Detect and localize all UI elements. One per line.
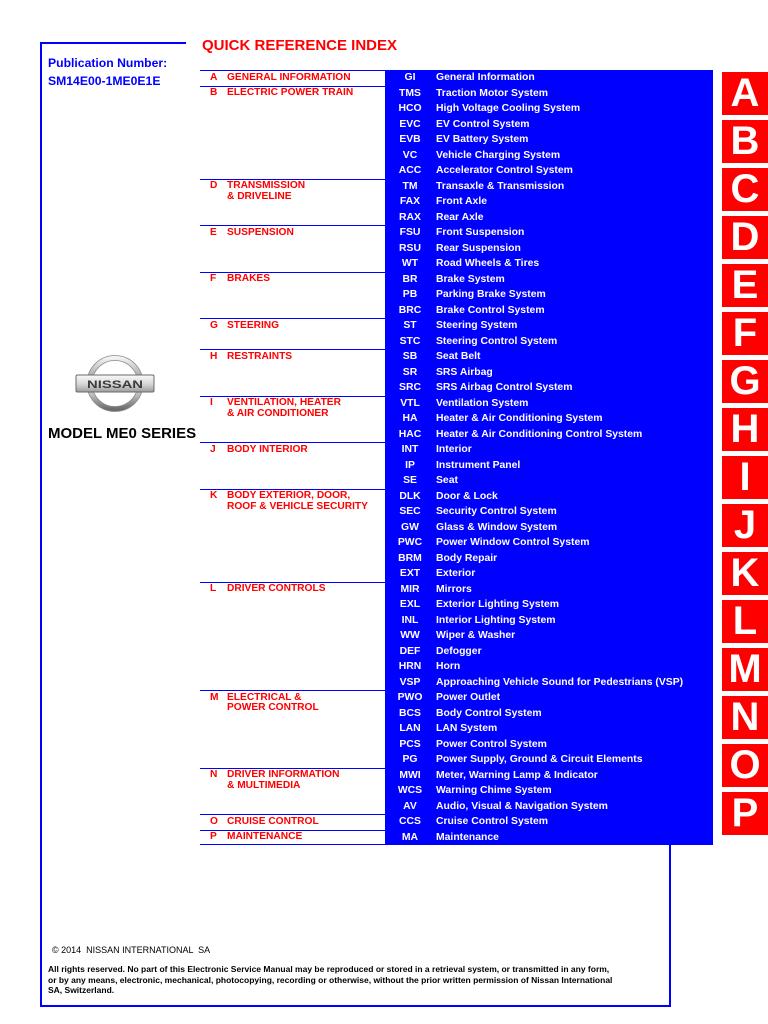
index-item-evc[interactable] — [385, 117, 713, 133]
index-item-pwc[interactable] — [385, 535, 713, 551]
tab-e[interactable]: E — [722, 264, 768, 307]
item-name: Wiper & Washer — [436, 630, 516, 641]
item-code: SR — [402, 366, 418, 378]
section-o — [200, 814, 713, 830]
section-p — [200, 830, 713, 846]
section-title-line: BODY EXTERIOR, DOOR, — [227, 490, 351, 501]
section-title-line: VENTILATION, HEATER — [227, 397, 341, 408]
section-letter: I — [210, 397, 213, 408]
index-item-dlk[interactable] — [385, 489, 713, 505]
section-letter: E — [210, 226, 217, 238]
index-item-vtl[interactable] — [385, 396, 713, 412]
index-item-gw[interactable] — [385, 520, 713, 536]
section-d — [200, 179, 713, 226]
tab-b[interactable]: B — [722, 120, 768, 163]
item-name: Power Outlet — [436, 692, 501, 703]
index-item-br[interactable] — [385, 272, 713, 288]
index-item-hco[interactable] — [385, 101, 713, 117]
section-title — [227, 770, 339, 814]
index-item-rsu[interactable] — [385, 241, 713, 257]
tab-a[interactable]: A — [722, 72, 768, 115]
item-name: Transaxle & Transmission — [436, 180, 565, 192]
index-item-sr[interactable] — [385, 365, 713, 381]
item-name: Audio, Visual & Navigation System — [436, 800, 608, 812]
section-title — [227, 693, 319, 768]
section-title — [227, 228, 294, 272]
section-letter: F — [210, 273, 217, 284]
publication-number: SM14E00-1ME0E1E — [48, 74, 161, 88]
item-name: Warning Chime System — [436, 785, 552, 796]
section-title — [227, 398, 341, 442]
section-title-line: ELECTRIC POWER TRAIN — [227, 87, 354, 98]
section-items — [385, 814, 713, 830]
item-name: Power Supply, Ground & Circuit Elements — [436, 754, 643, 765]
section-items — [385, 272, 713, 319]
item-name: Body Control System — [436, 707, 542, 719]
item-name: Approaching Vehicle Sound for Pedestrians (VSP) — [436, 676, 684, 688]
item-name: Body Repair — [436, 552, 498, 564]
index-item-sb[interactable] — [385, 349, 713, 365]
index-item-pcs[interactable] — [385, 737, 713, 753]
item-code: INL — [401, 614, 419, 626]
section-label — [200, 814, 385, 830]
item-code: ACC — [398, 165, 422, 176]
section-title-line: ROOF & VEHICLE SECURITY — [227, 500, 368, 512]
item-code: RAX — [399, 211, 421, 223]
section-tab-strip — [722, 72, 768, 840]
index-item-ha[interactable] — [385, 411, 713, 427]
section-letter: G — [210, 319, 218, 331]
index-item-tms[interactable] — [385, 86, 713, 102]
section-title-line: POWER CONTROL — [227, 702, 319, 714]
section-label — [200, 690, 385, 768]
item-code: HRN — [398, 661, 422, 672]
item-name: Horn — [436, 661, 461, 672]
section-i — [200, 396, 713, 443]
item-name: EV Control System — [436, 118, 530, 130]
item-name: Brake Control System — [436, 304, 545, 316]
item-name: Rear Axle — [436, 211, 484, 223]
item-name: Glass & Window System — [436, 521, 558, 533]
section-title — [227, 274, 270, 318]
tab-k[interactable]: K — [722, 552, 768, 595]
index-item-vsp[interactable] — [385, 675, 713, 691]
item-code: PWO — [397, 692, 423, 703]
tab-j[interactable]: J — [722, 504, 768, 547]
section-letter: H — [210, 350, 218, 362]
rights-line: All rights reserved. No part of this Electronic Service Manual may be reproduced or stored in a retrieval system, or transmitted in any form, — [48, 964, 610, 974]
section-title — [227, 584, 325, 690]
item-code: IP — [405, 459, 415, 471]
index-item-tm[interactable] — [385, 179, 713, 195]
tab-p[interactable]: P — [722, 792, 768, 835]
item-code: HA — [402, 413, 418, 424]
section-title — [227, 832, 302, 844]
index-item-brc[interactable] — [385, 303, 713, 319]
tab-g[interactable]: G — [722, 360, 768, 403]
item-code: GI — [404, 72, 416, 83]
section-title-line: CRUISE CONTROL — [227, 815, 319, 827]
index-item-hac[interactable] — [385, 427, 713, 443]
section-items — [385, 830, 713, 846]
item-code: SEC — [399, 506, 421, 517]
item-code: MWI — [399, 769, 421, 781]
section-label — [200, 179, 385, 226]
index-item-vc[interactable] — [385, 148, 713, 164]
item-code: BR — [402, 273, 418, 285]
item-name: Heater & Air Conditioning Control System — [436, 428, 643, 440]
section-title-line: TRANSMISSION — [227, 180, 306, 191]
index-item-stc[interactable] — [385, 334, 713, 350]
index-item-lan[interactable] — [385, 721, 713, 737]
section-title — [227, 491, 368, 582]
section-title — [227, 73, 351, 86]
item-code: EVB — [399, 134, 421, 145]
frame-line-top — [40, 42, 186, 44]
item-code: ST — [403, 320, 417, 331]
index-item-pb[interactable] — [385, 287, 713, 303]
section-b — [200, 86, 713, 179]
section-items — [385, 179, 713, 226]
section-label — [200, 272, 385, 319]
index-item-fax[interactable] — [385, 194, 713, 210]
publication-block — [48, 54, 167, 90]
item-name: General Information — [436, 72, 535, 83]
section-label — [200, 582, 385, 691]
item-code: TMS — [399, 87, 421, 99]
item-code: RSU — [399, 242, 421, 254]
item-name: Road Wheels & Tires — [436, 258, 540, 269]
index-item-ext[interactable] — [385, 566, 713, 582]
section-title — [227, 321, 279, 350]
index-item-int[interactable] — [385, 442, 713, 458]
item-code: LAN — [399, 723, 421, 734]
index-item-ip[interactable] — [385, 458, 713, 474]
item-code: VC — [402, 149, 418, 161]
item-name: Accelerator Control System — [436, 165, 573, 176]
item-code: FAX — [399, 196, 421, 207]
section-title — [227, 181, 305, 225]
item-name: EV Battery System — [436, 134, 529, 145]
section-title-line: DRIVER CONTROLS — [227, 583, 326, 594]
item-name: Interior — [436, 444, 472, 455]
item-code: PG — [402, 754, 418, 765]
item-code: PB — [402, 289, 418, 300]
item-code: CCS — [399, 816, 421, 827]
section-label — [200, 442, 385, 489]
section-title — [227, 445, 308, 489]
item-code: STC — [399, 335, 421, 347]
item-name: Exterior Lighting System — [436, 599, 559, 610]
section-title — [227, 817, 319, 830]
section-letter: K — [210, 490, 218, 501]
item-name: LAN System — [436, 723, 498, 734]
index-item-inl[interactable] — [385, 613, 713, 629]
section-title-line: BODY INTERIOR — [227, 443, 308, 455]
item-code: VTL — [400, 397, 420, 409]
section-label — [200, 830, 385, 846]
section-title-line: BRAKES — [227, 273, 271, 284]
section-h — [200, 349, 713, 396]
tab-m[interactable]: M — [722, 648, 768, 691]
section-title — [227, 88, 353, 179]
item-name: Power Window Control System — [436, 537, 590, 548]
item-name: Interior Lighting System — [436, 614, 556, 626]
index-item-pg[interactable] — [385, 752, 713, 768]
item-code: EVC — [399, 118, 421, 130]
section-title-line: SUSPENSION — [227, 226, 294, 238]
section-e — [200, 225, 713, 272]
item-name: Mirrors — [436, 583, 472, 595]
item-code: WT — [401, 258, 419, 269]
index-item-mir[interactable] — [385, 582, 713, 598]
item-code: DLK — [399, 490, 421, 502]
item-code: BRC — [398, 304, 422, 316]
section-title-line: MAINTENANCE — [227, 831, 303, 842]
model-name: MODEL ME0 SERIES — [48, 425, 197, 442]
item-name: Cruise Control System — [436, 816, 549, 827]
index-item-st[interactable] — [385, 318, 713, 334]
item-name: Vehicle Charging System — [436, 149, 561, 161]
section-letter: N — [210, 769, 218, 780]
item-name: Instrument Panel — [436, 459, 521, 471]
section-label — [200, 349, 385, 396]
index-item-fsu[interactable] — [385, 225, 713, 241]
item-code: MIR — [400, 583, 420, 595]
tab-n[interactable]: N — [722, 696, 768, 739]
frame-line-right — [669, 845, 671, 1007]
section-title-line: & AIR CONDITIONER — [227, 407, 329, 419]
section-label — [200, 225, 385, 272]
section-items — [385, 86, 713, 179]
item-code: TM — [402, 180, 418, 192]
section-g — [200, 318, 713, 349]
rights-notice — [48, 964, 612, 996]
index-item-exl[interactable] — [385, 597, 713, 613]
item-code: INT — [401, 444, 419, 455]
section-title-line: STEERING — [227, 319, 280, 331]
item-code: AV — [403, 800, 417, 812]
section-n — [200, 768, 713, 815]
section-title-line: & MULTIMEDIA — [227, 779, 301, 791]
item-name: Security Control System — [436, 506, 557, 517]
section-title — [227, 352, 292, 396]
section-label — [200, 70, 385, 86]
section-letter: P — [210, 831, 217, 842]
item-code: DEF — [399, 645, 421, 657]
index-item-wcs[interactable] — [385, 783, 713, 799]
section-letter: J — [210, 443, 216, 455]
index-item-evb[interactable] — [385, 132, 713, 148]
section-letter: O — [210, 815, 218, 827]
section-j — [200, 442, 713, 489]
section-k — [200, 489, 713, 582]
index-item-ww[interactable] — [385, 628, 713, 644]
section-items — [385, 582, 713, 691]
item-code: GW — [401, 521, 419, 533]
section-items — [385, 225, 713, 272]
item-code: WCS — [397, 785, 423, 796]
item-name: Rear Suspension — [436, 242, 521, 254]
section-label — [200, 489, 385, 582]
index-item-acc[interactable] — [385, 163, 713, 179]
item-name: Seat Belt — [436, 351, 481, 362]
item-code: FSU — [399, 227, 421, 238]
section-m — [200, 690, 713, 768]
item-code: SRC — [399, 382, 421, 393]
item-name: Parking Brake System — [436, 289, 546, 300]
item-code: EXL — [399, 599, 421, 610]
section-items — [385, 318, 713, 349]
index-item-mwi[interactable] — [385, 768, 713, 784]
logo-wordmark: NISSAN — [87, 378, 144, 391]
tab-d[interactable]: D — [722, 216, 768, 259]
tab-h[interactable]: H — [722, 408, 768, 451]
item-code: BRM — [398, 552, 422, 564]
section-letter: M — [210, 691, 219, 703]
item-name: Front Axle — [436, 196, 487, 207]
item-name: Traction Motor System — [436, 87, 549, 99]
item-name: Steering Control System — [436, 335, 558, 347]
item-name: SRS Airbag Control System — [436, 382, 573, 393]
section-letter: L — [210, 583, 217, 594]
index-item-se[interactable] — [385, 473, 713, 489]
item-code: VSP — [399, 676, 421, 688]
item-name: Ventilation System — [436, 397, 529, 409]
section-items — [385, 396, 713, 443]
tab-f[interactable]: F — [722, 312, 768, 355]
nissan-logo — [75, 355, 155, 412]
item-name: Seat — [436, 475, 458, 486]
item-name: Defogger — [436, 645, 482, 657]
section-label — [200, 86, 385, 179]
item-name: SRS Airbag — [436, 366, 493, 378]
frame-line-left — [40, 42, 42, 1007]
rights-line: or by any means, electronic, mechanical, photocopying, recording or otherwise, without the prior written permission of Nissan International — [48, 974, 613, 985]
index-item-ma[interactable] — [385, 830, 713, 846]
item-code: EXT — [399, 568, 421, 579]
section-items — [385, 768, 713, 815]
item-name: Power Control System — [436, 738, 547, 750]
section-a — [200, 70, 713, 86]
section-title-line: RESTRAINTS — [227, 350, 293, 362]
quick-reference-index — [200, 70, 713, 845]
index-item-av[interactable] — [385, 799, 713, 815]
section-title-line: DRIVER INFORMATION — [227, 769, 340, 780]
item-code: BCS — [399, 707, 421, 719]
item-code: WW — [400, 630, 420, 641]
item-name: High Voltage Cooling System — [436, 103, 581, 114]
rights-line: SA, Switzerland. — [48, 985, 115, 995]
section-title-line: ELECTRICAL & — [227, 691, 302, 703]
tab-l[interactable]: L — [722, 600, 768, 643]
item-name: Heater & Air Conditioning System — [436, 413, 603, 424]
section-label — [200, 396, 385, 443]
section-items — [385, 442, 713, 489]
section-l — [200, 582, 713, 691]
item-code: MA — [401, 831, 419, 843]
item-code: SE — [403, 475, 417, 486]
index-item-bcs[interactable] — [385, 706, 713, 722]
frame-line-bottom — [40, 1005, 671, 1007]
section-letter: A — [210, 71, 218, 83]
section-title-line: GENERAL INFORMATION — [227, 71, 351, 83]
item-name: Exterior — [436, 568, 476, 579]
item-name: Front Suspension — [436, 227, 525, 238]
publication-label: Publication Number: — [48, 56, 168, 70]
item-code: SB — [402, 351, 418, 362]
index-item-rax[interactable] — [385, 210, 713, 226]
section-letter: D — [210, 180, 218, 191]
item-code: HAC — [398, 428, 422, 440]
tab-o[interactable]: O — [722, 744, 768, 787]
tab-c[interactable]: C — [722, 168, 768, 211]
index-item-sec[interactable] — [385, 504, 713, 520]
item-name: Brake System — [436, 273, 505, 285]
item-name: Meter, Warning Lamp & Indicator — [436, 769, 598, 781]
index-item-brm[interactable] — [385, 551, 713, 567]
index-item-hrn[interactable] — [385, 659, 713, 675]
item-name: Maintenance — [436, 831, 499, 843]
page-title: QUICK REFERENCE INDEX — [202, 37, 398, 54]
section-items — [385, 70, 713, 86]
section-title-line: & DRIVELINE — [227, 190, 292, 202]
index-item-gi[interactable] — [385, 70, 713, 86]
section-items — [385, 349, 713, 396]
item-name: Door & Lock — [436, 490, 498, 502]
tab-i[interactable]: I — [722, 456, 768, 499]
section-label — [200, 318, 385, 349]
section-label — [200, 768, 385, 815]
item-code: PWC — [397, 537, 423, 548]
index-item-wt[interactable] — [385, 256, 713, 272]
section-letter: B — [210, 87, 218, 98]
section-f — [200, 272, 713, 319]
index-item-src[interactable] — [385, 380, 713, 396]
item-name: Steering System — [436, 320, 518, 331]
copyright-line: © 2014 NISSAN INTERNATIONAL SA — [52, 944, 211, 955]
item-code: PCS — [399, 738, 421, 750]
index-item-ccs[interactable] — [385, 814, 713, 830]
section-items — [385, 489, 713, 582]
section-items — [385, 690, 713, 768]
index-item-def[interactable] — [385, 644, 713, 660]
item-code: HCO — [398, 103, 422, 114]
index-item-pwo[interactable] — [385, 690, 713, 706]
